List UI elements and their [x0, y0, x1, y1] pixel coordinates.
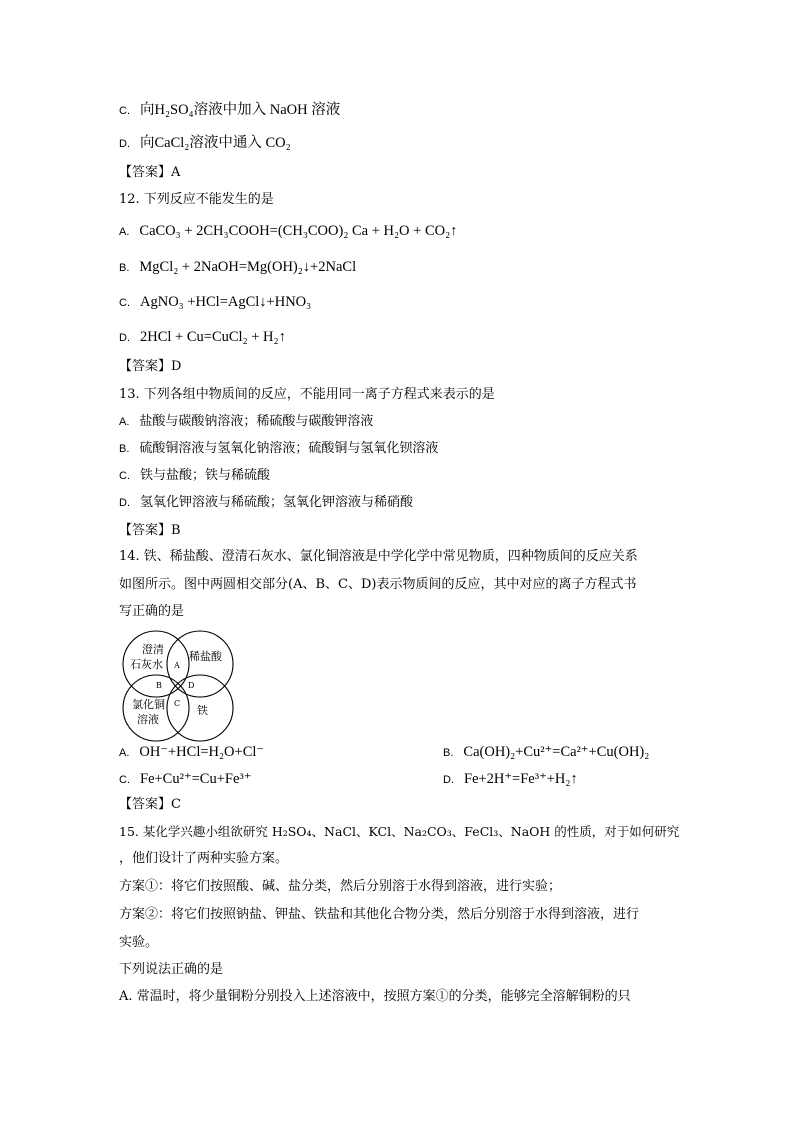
venn-region-b: B — [156, 681, 162, 690]
q12-stem: 12. 下列反应不能发生的是 — [119, 192, 274, 207]
venn-label-limewater-1: 澄清 — [142, 643, 164, 656]
q13-answer: 【答案】B — [119, 523, 181, 538]
q14-option-d: D. Fe+2H⁺=Fe³⁺+H₂↑ — [443, 771, 578, 787]
q13-option-c: C. 铁与盐酸；铁与稀硫酸 — [119, 468, 271, 483]
q15-stem-line-1: 15. 某化学兴趣小组欲研究 H₂SO₄、NaCl、KCl、Na₂CO₃、FeCl₃、NaOH 的性质，对于如何研究 — [119, 824, 680, 839]
q12-option-c: C. AgNO₃ +HCl=AgCl↓+HNO₃ — [119, 294, 312, 310]
q13-stem: 13. 下列各组中物质间的反应，不能用同一离子方程式来表示的是 — [119, 387, 495, 402]
venn-label-acid: 稀盐酸 — [189, 650, 222, 663]
q11-option-c: C. 向H₂SO₄溶液中加入 NaOH 溶液 — [119, 102, 341, 118]
q14-option-a: A. OH⁻+HCl=H₂O+Cl⁻ — [119, 744, 265, 760]
venn-region-a: A — [174, 661, 180, 670]
q14-stem-line-1: 14. 铁、稀盐酸、澄清石灰水、氯化铜溶液是中学化学中常见物质，四种物质间的反应关系 — [119, 549, 638, 564]
venn-label-cucl2-1: 氯化铜 — [132, 698, 165, 711]
venn-svg — [120, 628, 236, 744]
q13-option-b: B. 硫酸铜溶液与氢氧化钠溶液；硫酸铜与氢氧化钡溶液 — [119, 441, 439, 456]
venn-region-d: D — [188, 681, 195, 690]
q12-option-a: A. CaCO₃ + 2CH₃COOH=(CH₃COO)₂ Ca + H₂O + CO₂↑ — [119, 223, 458, 239]
q13-option-a: A. 盐酸与碳酸钠溶液；稀硫酸与碳酸钾溶液 — [119, 414, 374, 429]
q15-stem-line-2: ，他们设计了两种实验方案。 — [119, 851, 289, 866]
venn-region-c: C — [174, 699, 181, 708]
venn-label-cucl2-2: 溶液 — [137, 713, 159, 726]
q14-stem-line-3: 写正确的是 — [119, 604, 185, 619]
q14-option-b: B. Ca(OH)₂+Cu²⁺=Ca²⁺+Cu(OH)₂ — [443, 744, 650, 760]
q15-plan-1: 方案①：将它们按照酸、碱、盐分类，然后分别溶于水得到溶液，进行实验； — [119, 879, 562, 894]
q15-plan-2-line-1: 方案②：将它们按照钠盐、钾盐、铁盐和其他化合物分类，然后分别溶于水得到溶液，进行 — [119, 907, 640, 922]
q14-option-c: C. Fe+Cu²⁺=Cu+Fe³⁺ — [119, 771, 252, 787]
q15-prompt: 下列说法正确的是 — [119, 962, 224, 977]
q14-answer: 【答案】C — [119, 797, 181, 812]
q14-stem-line-2: 如图所示。图中两圆相交部分(A、B、C、D)表示物质间的反应，其中对应的离子方程式书 — [119, 577, 637, 592]
q12-option-b: B. MgCl₂ + 2NaOH=Mg(OH)₂↓+2NaCl — [119, 259, 357, 275]
q15-plan-2-line-2: 实验。 — [119, 935, 159, 950]
venn-label-iron: 铁 — [197, 704, 208, 717]
q15-option-a: A. 常温时，将少量铜粉分别投入上述溶液中，按照方案①的分类，能够完全溶解铜粉的只 — [119, 989, 631, 1004]
q13-option-d: D. 氢氧化钾溶液与稀硫酸；氢氧化钾溶液与稀硝酸 — [119, 495, 414, 510]
q11-option-d: D. 向CaCl₂溶液中通入 CO₂ — [119, 135, 291, 151]
venn-diagram — [120, 628, 236, 744]
q11-answer: 【答案】A — [119, 165, 181, 180]
q12-answer: 【答案】D — [119, 359, 182, 374]
q12-option-d: D. 2HCl + Cu=CuCl₂ + H₂↑ — [119, 329, 286, 345]
venn-label-limewater-2: 石灰水 — [130, 658, 163, 671]
